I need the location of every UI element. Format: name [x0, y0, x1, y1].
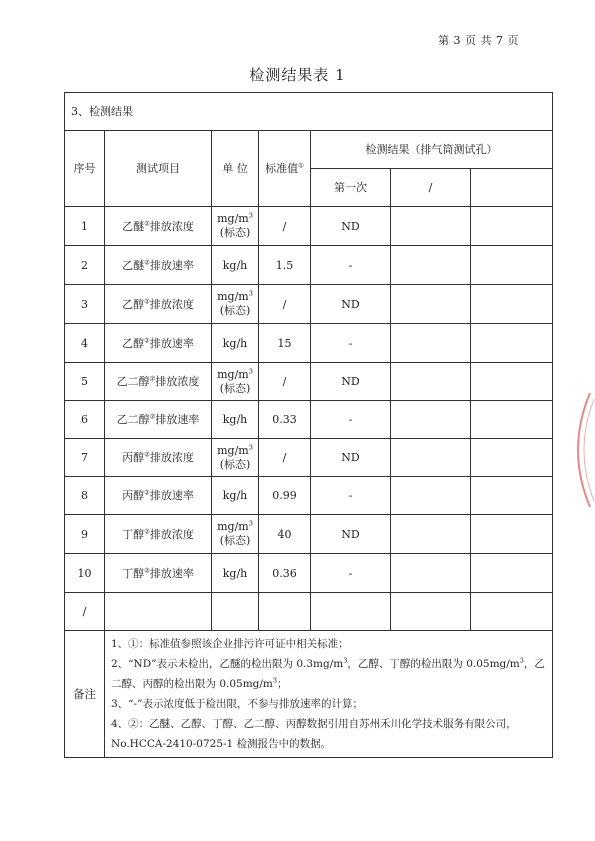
table-row: [65, 363, 553, 401]
table-row: [65, 207, 553, 246]
header-slash: /: [391, 169, 471, 207]
row-item: 乙二醇②排放速率: [105, 401, 212, 439]
row-item: 乙醚②排放速率: [105, 246, 212, 285]
row-result: -: [311, 401, 391, 439]
row-unit: kg/h: [212, 554, 259, 593]
row-item: 丙醇②排放浓度: [105, 439, 212, 477]
header-item: 测试项目: [105, 131, 212, 207]
row-unit: $mg/m^3$ (标态): [212, 363, 259, 401]
seal-stamp: [560, 385, 595, 515]
empty-cell: [391, 401, 471, 439]
empty-cell: [471, 515, 553, 554]
row-seq: 9: [65, 515, 105, 554]
row-item: 丙醇②排放速率: [105, 477, 212, 515]
row-unit: $mg/m^3$ (标态): [212, 439, 259, 477]
empty-cell: [391, 554, 471, 593]
row-item: 丁醇②排放浓度: [105, 515, 212, 554]
row-item: 乙醇②排放速率: [105, 324, 212, 363]
row-item: 乙醇②排放浓度: [105, 285, 212, 324]
header-first: 第一次: [311, 169, 391, 207]
row-standard: /: [259, 285, 311, 324]
table-row: [65, 401, 553, 439]
note-4: 4、②：乙醚、乙醇、丁醇、乙二醇、丙醇数据引用自苏州禾川化学技术服务有限公司，No.HCCA-2410-0725-1 检测报告中的数据。: [111, 718, 517, 750]
header-result: 检测结果（排气筒测试孔）: [311, 131, 553, 169]
row-result: ND: [311, 439, 391, 477]
empty-cell: [471, 401, 553, 439]
row-item: 乙醚②排放浓度: [105, 207, 212, 246]
row-unit: $mg/m^3$ (标态): [212, 207, 259, 246]
row-unit: kg/h: [212, 246, 259, 285]
row-standard: /: [259, 363, 311, 401]
page-number: 第 3 页 共 7 页: [438, 34, 519, 47]
empty-cell: [471, 554, 553, 593]
empty-cell: [391, 246, 471, 285]
empty-cell: [471, 477, 553, 515]
row-result: -: [311, 554, 391, 593]
row-unit: kg/h: [212, 401, 259, 439]
row-result: -: [311, 246, 391, 285]
empty-cell: [391, 477, 471, 515]
row-standard: /: [259, 439, 311, 477]
row-unit: kg/h: [212, 477, 259, 515]
row-seq: 8: [65, 477, 105, 515]
row-result: -: [311, 324, 391, 363]
empty-cell: [259, 593, 311, 631]
empty-cell: [471, 324, 553, 363]
row-result: ND: [311, 363, 391, 401]
empty-cell: [311, 593, 391, 631]
section-label: 3、检测结果: [65, 93, 553, 131]
row-standard: 40: [259, 515, 311, 554]
row-result: ND: [311, 515, 391, 554]
empty-row-seq: /: [65, 593, 105, 631]
row-seq: 5: [65, 363, 105, 401]
row-seq: 2: [65, 246, 105, 285]
row-result: ND: [311, 207, 391, 246]
row-seq: 7: [65, 439, 105, 477]
row-result: -: [311, 477, 391, 515]
empty-cell: [391, 207, 471, 246]
note-2: 2、“ND”表示未检出，乙醚的检出限为 $0.3mg/m^3$，乙醇、丁醇的检出限为 $0.05mg/m^3$，乙二醇、丙醇的检出限为 $0.05mg/m^3$；: [111, 656, 545, 690]
row-standard: 1.5: [259, 246, 311, 285]
row-seq: 3: [65, 285, 105, 324]
row-item: 丁醇②排放速率: [105, 554, 212, 593]
empty-cell: [391, 363, 471, 401]
table-row: [65, 554, 553, 593]
empty-cell: [391, 285, 471, 324]
empty-cell: [471, 246, 553, 285]
table-row: [65, 477, 553, 515]
empty-cell: [471, 439, 553, 477]
empty-cell: [471, 363, 553, 401]
header-seq: 序号: [65, 131, 105, 207]
row-standard: 0.36: [259, 554, 311, 593]
table-row: [65, 515, 553, 554]
document-title: 检测结果表 1: [249, 66, 346, 84]
header-empty: [471, 169, 553, 207]
note-1: 1、①：标准值参照该企业排污许可证中相关标准；: [111, 638, 349, 650]
row-standard: 15: [259, 324, 311, 363]
empty-cell: [105, 593, 212, 631]
row-seq: 1: [65, 207, 105, 246]
notes-label: 备注: [65, 631, 105, 758]
empty-cell: [391, 439, 471, 477]
header-unit: 单 位: [212, 131, 259, 207]
note-3: 3、“-”表示浓度低于检出限，不参与排放速率的计算；: [111, 698, 363, 710]
empty-cell: [212, 593, 259, 631]
table-row: [65, 324, 553, 363]
row-standard: 0.99: [259, 477, 311, 515]
row-unit: kg/h: [212, 324, 259, 363]
table-row: [65, 285, 553, 324]
row-seq: 6: [65, 401, 105, 439]
row-result: ND: [311, 285, 391, 324]
table-row: [65, 246, 553, 285]
result-table: [64, 92, 553, 758]
row-unit: $mg/m^3$ (标态): [212, 285, 259, 324]
empty-cell: [391, 324, 471, 363]
row-seq: 4: [65, 324, 105, 363]
row-standard: 0.33: [259, 401, 311, 439]
row-unit: $mg/m^3$ (标态): [212, 515, 259, 554]
row-seq: 10: [65, 554, 105, 593]
empty-cell: [391, 515, 471, 554]
row-item: 乙二醇②排放浓度: [105, 363, 212, 401]
table-row: [65, 439, 553, 477]
header-standard: 标准值①: [259, 131, 311, 207]
empty-cell: [471, 207, 553, 246]
notes-content: [105, 631, 553, 758]
row-standard: /: [259, 207, 311, 246]
empty-cell: [391, 593, 471, 631]
empty-cell: [471, 285, 553, 324]
empty-cell: [471, 593, 553, 631]
